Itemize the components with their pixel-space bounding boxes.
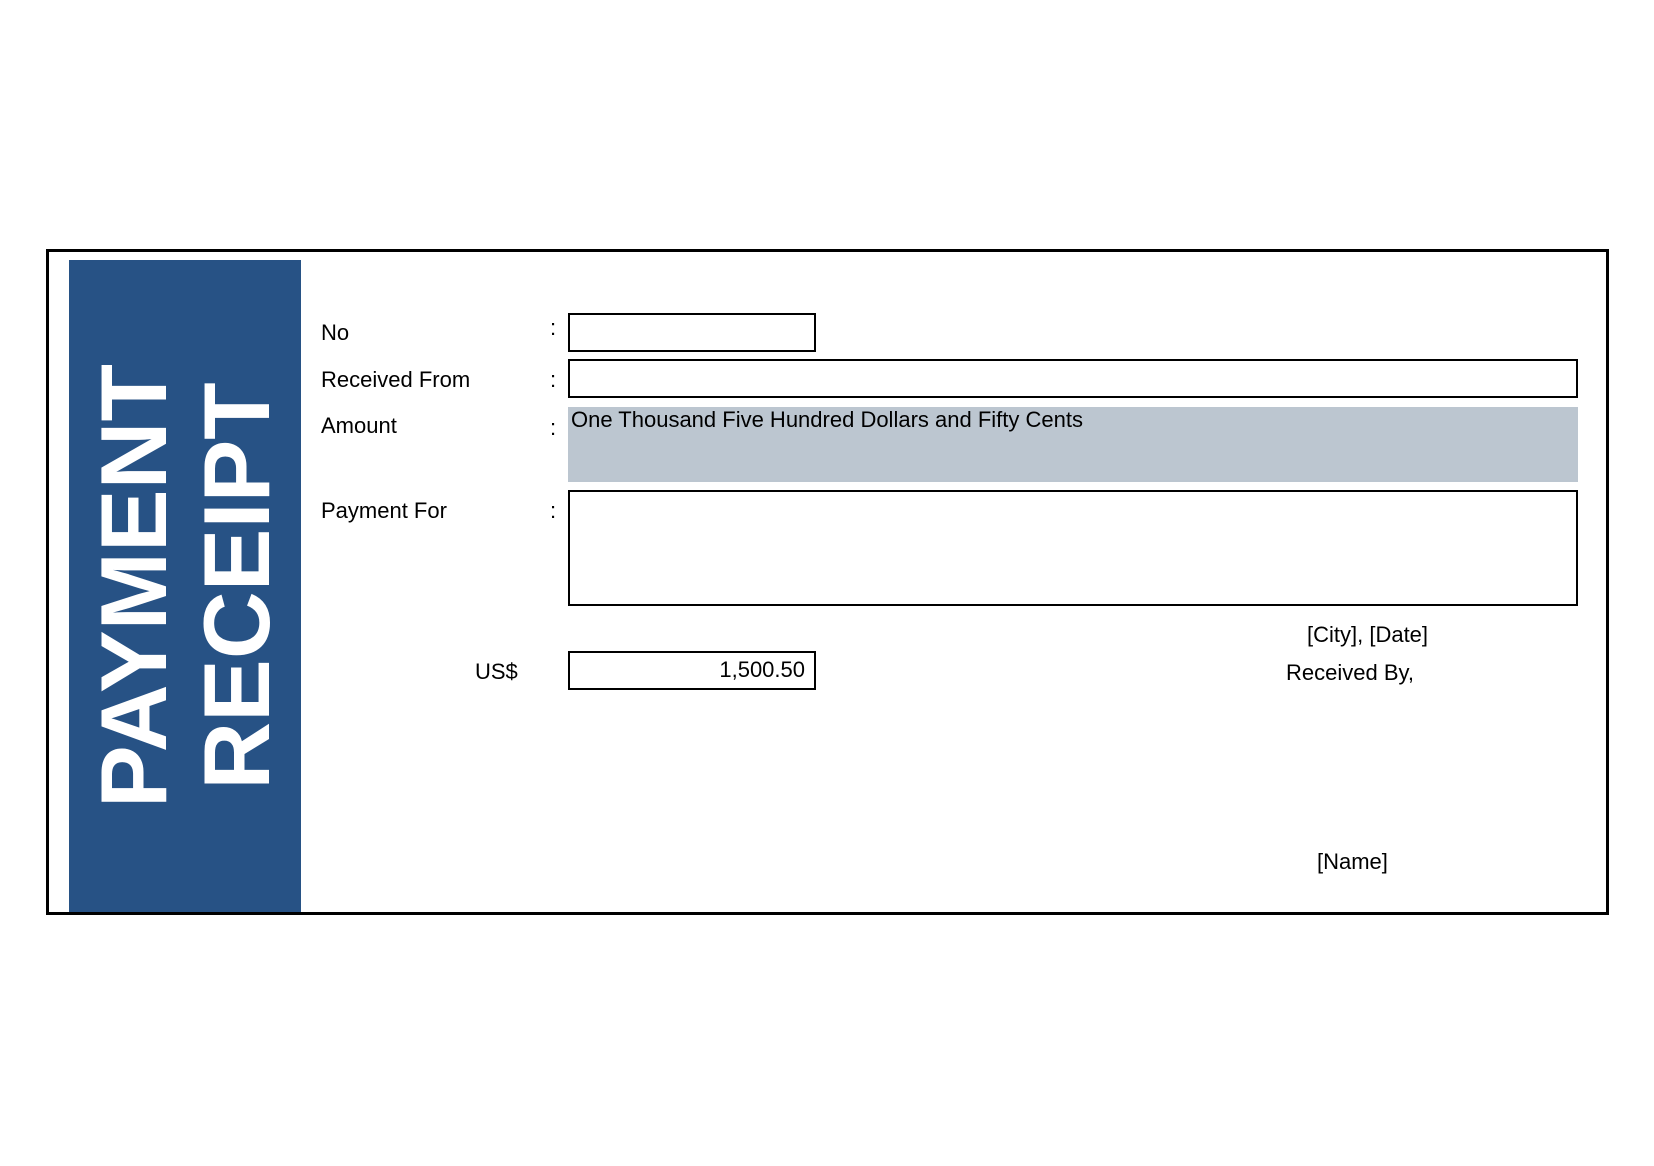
no-field[interactable] [568, 313, 816, 352]
payment-receipt [46, 249, 1609, 915]
received-from-colon: : [550, 367, 557, 392]
amount-colon: : [550, 415, 557, 440]
banner-title-line1: PAYMENT [81, 364, 186, 808]
banner-title-line2: RECEIPT [184, 382, 289, 790]
payment-for-field[interactable] [568, 490, 1578, 606]
place-date: [City], [Date] [1307, 622, 1429, 647]
currency-label: US$ [475, 659, 518, 684]
received-by-label: Received By, [1286, 660, 1414, 685]
amount-in-words-field[interactable]: One Thousand Five Hundred Dollars and Fifty Cents [568, 407, 1578, 482]
amount-label: Amount [321, 413, 397, 438]
no-label: No [321, 320, 350, 345]
receiver-name: [Name] [1317, 849, 1388, 874]
payment-for-colon: : [550, 498, 557, 523]
banner-title [82, 364, 288, 808]
received-from-label: Received From [321, 367, 471, 392]
no-colon: : [550, 315, 557, 340]
amount-numeric-field[interactable]: 1,500.50 [568, 651, 816, 690]
receipt-banner [69, 260, 301, 912]
payment-for-label: Payment For [321, 498, 447, 523]
received-from-field[interactable] [568, 359, 1578, 398]
